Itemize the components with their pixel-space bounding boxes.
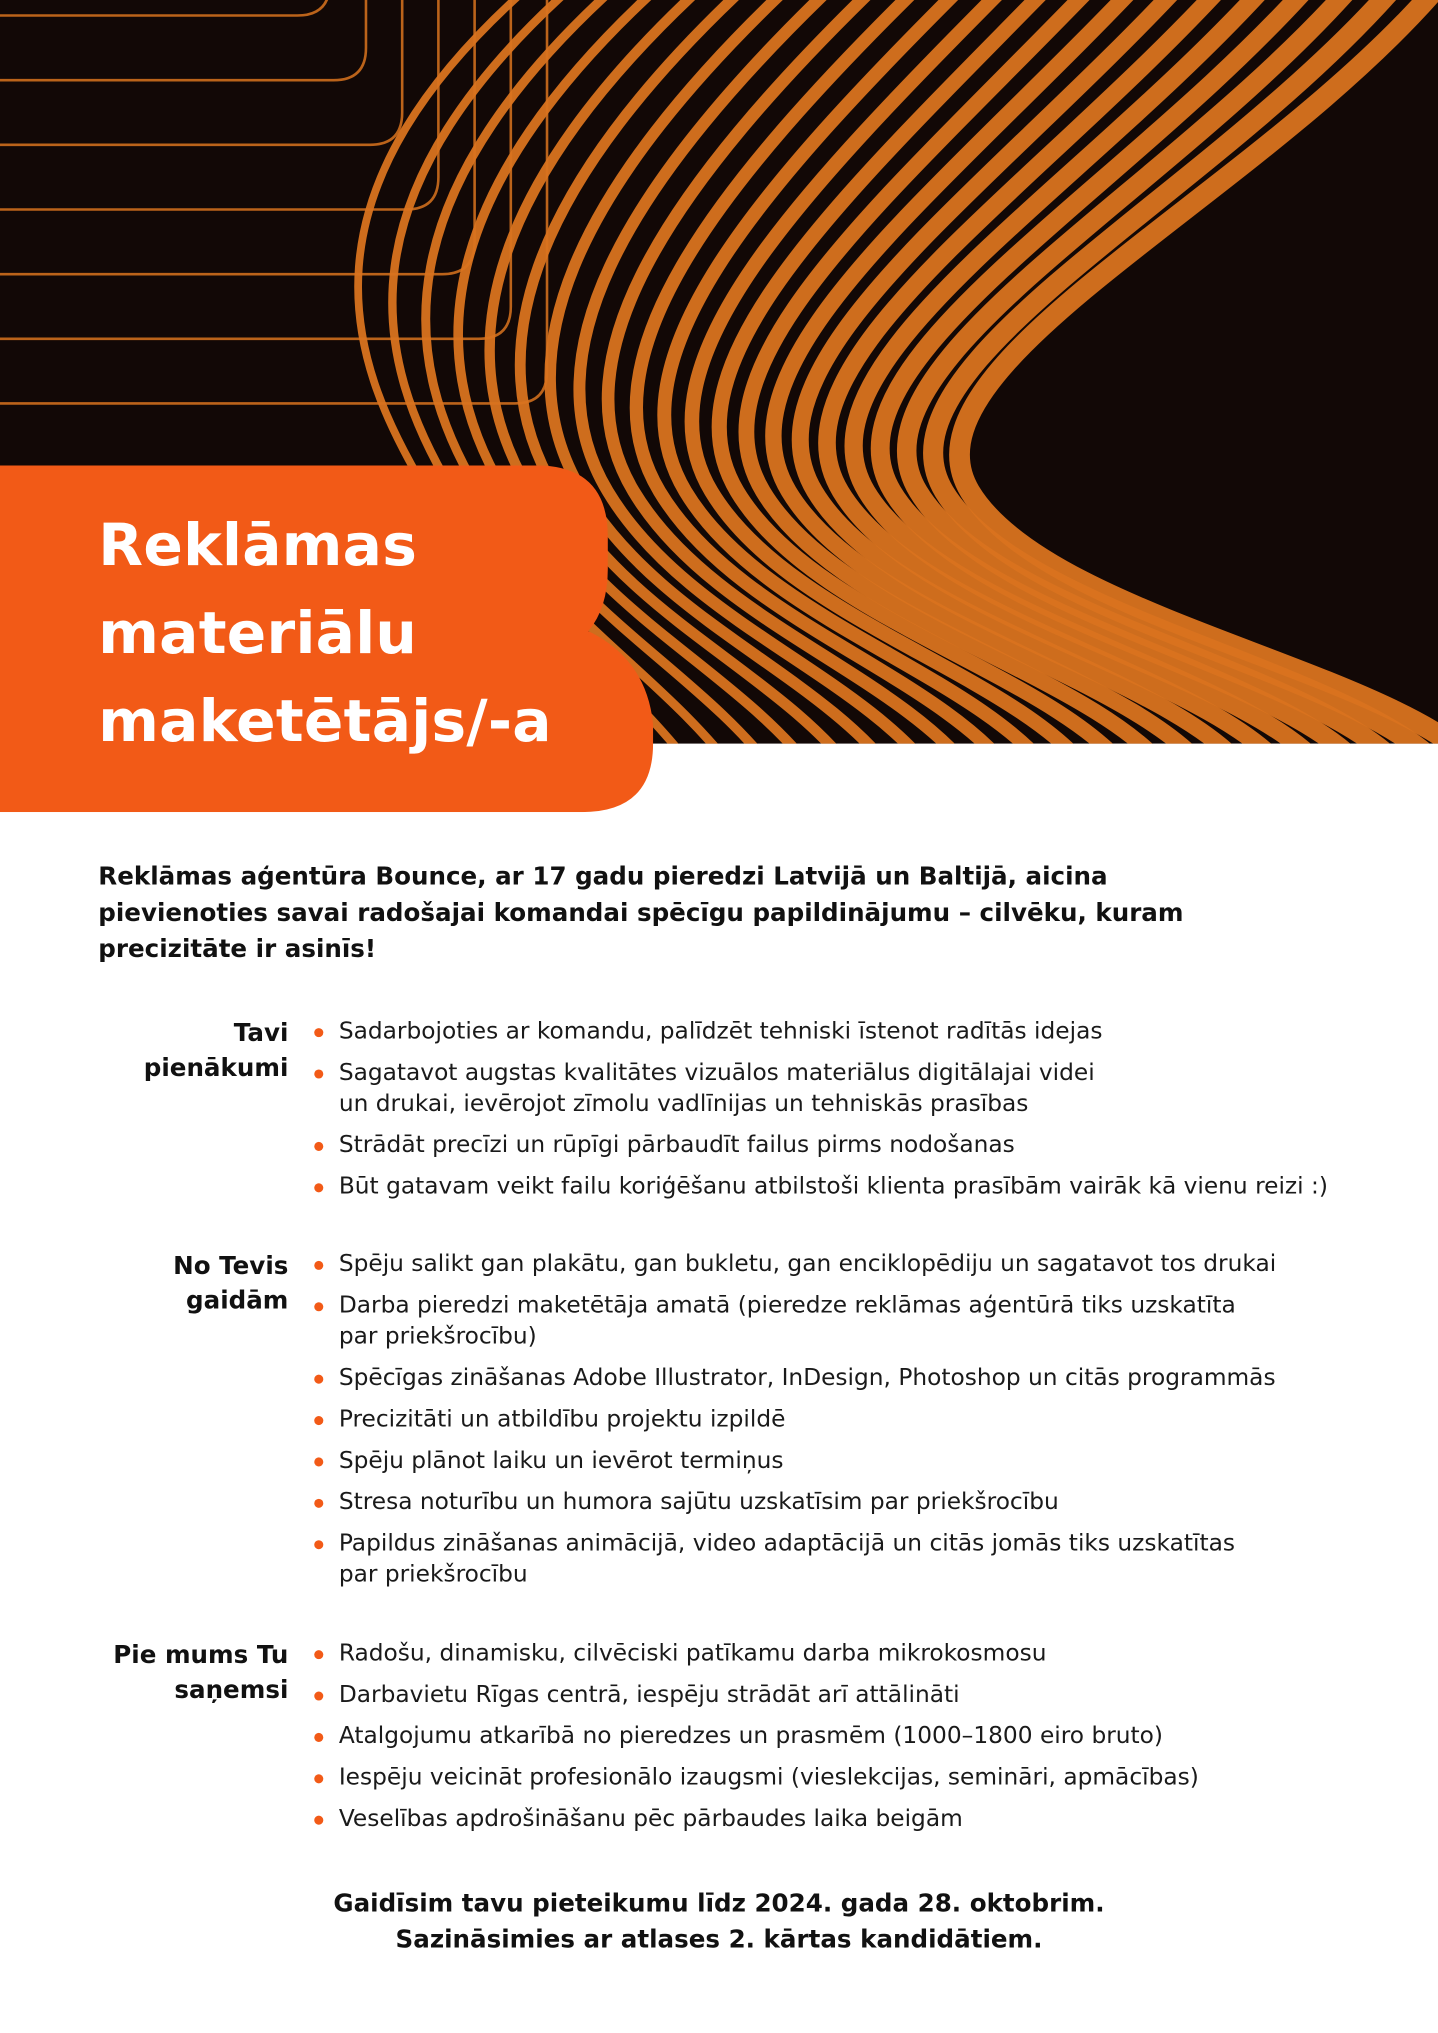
closing-line: Sazināsimies ar atlases 2. kārtas kandidātiem. bbox=[395, 1925, 1043, 1955]
list-item-text: Radošu, dinamisku, cilvēciski patīkamu darba mikrokosmosu bbox=[338, 1639, 1047, 1667]
list-item-text: un drukai, ievērojot zīmolu vadlīnijas un tehniskās prasības bbox=[338, 1090, 1029, 1118]
list-item-text: Strādāt precīzi un rūpīgi pārbaudīt failus pirms nodošanas bbox=[338, 1131, 1015, 1159]
bullet-icon bbox=[314, 1028, 323, 1037]
list-item-text: par priekšrocību) bbox=[338, 1322, 537, 1351]
list-item-text: Darbavietu Rīgas centrā, iespēju strādāt arī attālināti bbox=[338, 1681, 960, 1709]
list-item bbox=[310, 1680, 1422, 1711]
hero-stripe bbox=[0, 0, 402, 145]
bullet-icon bbox=[314, 1774, 323, 1783]
bullet-icon bbox=[314, 1142, 323, 1151]
section-label bbox=[52, 1016, 289, 1086]
job-title-line: maketētājs/-a bbox=[98, 686, 552, 756]
list-item-text: Precizitāti un atbildību projektu izpildē bbox=[338, 1405, 786, 1433]
section-label-line: Tavi bbox=[233, 1019, 289, 1048]
list-item bbox=[310, 1487, 1422, 1518]
list-item-text: Atalgojumu atkarībā no pieredzes un prasmēm (1000–1800 eiro bruto) bbox=[338, 1722, 1163, 1750]
bullet-icon bbox=[314, 1499, 323, 1508]
list-item bbox=[310, 1172, 1422, 1203]
job-title-line: materiālu bbox=[98, 598, 418, 668]
list-item bbox=[310, 1763, 1422, 1794]
bullet-icon bbox=[314, 1416, 323, 1425]
list-item-text: Papildus zināšanas animācijā, video adaptācijā un citās jomās tiks uzskatītas bbox=[338, 1529, 1235, 1558]
list-item-text: Sadarbojoties ar komandu, palīdzēt tehniski īstenot radītās idejas bbox=[338, 1017, 1103, 1045]
list-item-text: Spēju salikt gan plakātu, gan bukletu, gan enciklopēdiju un sagatavot tos drukai bbox=[338, 1250, 1277, 1278]
list-item bbox=[310, 1446, 1422, 1477]
list-item bbox=[310, 1130, 1422, 1161]
hero-stripe bbox=[0, 0, 330, 16]
hero-stripe bbox=[0, 0, 547, 403]
hero-stripe bbox=[0, 0, 438, 209]
list-item bbox=[310, 1638, 1422, 1669]
bullet-icon bbox=[314, 1650, 323, 1659]
list-item bbox=[310, 1404, 1422, 1435]
list-item bbox=[310, 1249, 1422, 1280]
bullet-icon bbox=[314, 1261, 323, 1270]
bullet-icon bbox=[314, 1302, 323, 1311]
hero-stripe bbox=[0, 0, 511, 339]
list-item-text: Darba pieredzi maketētāja amatā (pieredze reklāmas aģentūrā tiks uzskatīta bbox=[338, 1291, 1236, 1320]
list-item-text: Spēcīgas zināšanas Adobe Illustrator, InDesign, Photoshop un citās programmās bbox=[338, 1364, 1276, 1392]
list-item-text: Spēju plānot laiku un ievērot termiņus bbox=[338, 1447, 784, 1475]
section-label-line: Pie mums Tu bbox=[113, 1641, 289, 1670]
list-item-text: Veselības apdrošināšanu pēc pārbaudes laika beigām bbox=[338, 1805, 963, 1833]
list-item-text: Būt gatavam veikt failu koriģēšanu atbilstoši klienta prasībām vairāk kā vienu reizi :) bbox=[338, 1172, 1328, 1201]
closing-line: Gaidīsim tavu pieteikumu līdz 2024. gada 28. oktobrim. bbox=[333, 1889, 1105, 1918]
list-item-text: Stresa noturību un humora sajūtu uzskatīsim par priekšrocību bbox=[338, 1488, 1059, 1516]
offer-list bbox=[310, 1638, 1422, 1845]
list-item-text: Sagatavot augstas kvalitātes vizuālos materiālus digitālajai videi bbox=[338, 1059, 1095, 1087]
list-item bbox=[310, 1721, 1422, 1752]
hero-stripe bbox=[0, 0, 366, 80]
closing-note bbox=[0, 1885, 1438, 1957]
list-item bbox=[310, 1291, 1422, 1353]
list-item bbox=[310, 1804, 1422, 1835]
bullet-icon bbox=[314, 1540, 323, 1549]
section-label-line: gaidām bbox=[186, 1286, 289, 1316]
expectations-list bbox=[310, 1249, 1422, 1601]
job-title bbox=[98, 502, 552, 766]
bullet-icon bbox=[314, 1457, 323, 1466]
duties-list bbox=[310, 1016, 1422, 1213]
bullet-icon bbox=[314, 1069, 323, 1078]
list-item bbox=[310, 1363, 1422, 1394]
list-item bbox=[310, 1529, 1422, 1591]
job-title-line: Reklāmas bbox=[98, 510, 418, 580]
bullet-icon bbox=[314, 1375, 323, 1384]
list-item bbox=[310, 1058, 1422, 1120]
section-label bbox=[52, 1249, 289, 1319]
intro-paragraph: Reklāmas aģentūra Bounce, ar 17 gadu pieredzi Latvijā un Baltijā, aicina pievienoties savai radošajai komandai spēcīgu papildinājumu – cilvēku, kuram precizitāte ir asinīs! bbox=[98, 862, 1184, 964]
bullet-icon bbox=[314, 1733, 323, 1742]
list-item-text: par priekšrocību bbox=[338, 1560, 528, 1589]
bullet-icon bbox=[314, 1183, 323, 1192]
list-item-text: Iespēju veicināt profesionālo izaugsmi (vieslekcijas, semināri, apmācības) bbox=[338, 1763, 1199, 1792]
list-item bbox=[310, 1016, 1422, 1047]
section-label bbox=[52, 1638, 289, 1708]
bullet-icon bbox=[314, 1692, 323, 1701]
section-label-line: saņemsi bbox=[174, 1675, 289, 1705]
section-label-line: No Tevis bbox=[173, 1251, 289, 1281]
bullet-icon bbox=[314, 1816, 323, 1825]
section-label-line: pienākumi bbox=[143, 1053, 289, 1083]
